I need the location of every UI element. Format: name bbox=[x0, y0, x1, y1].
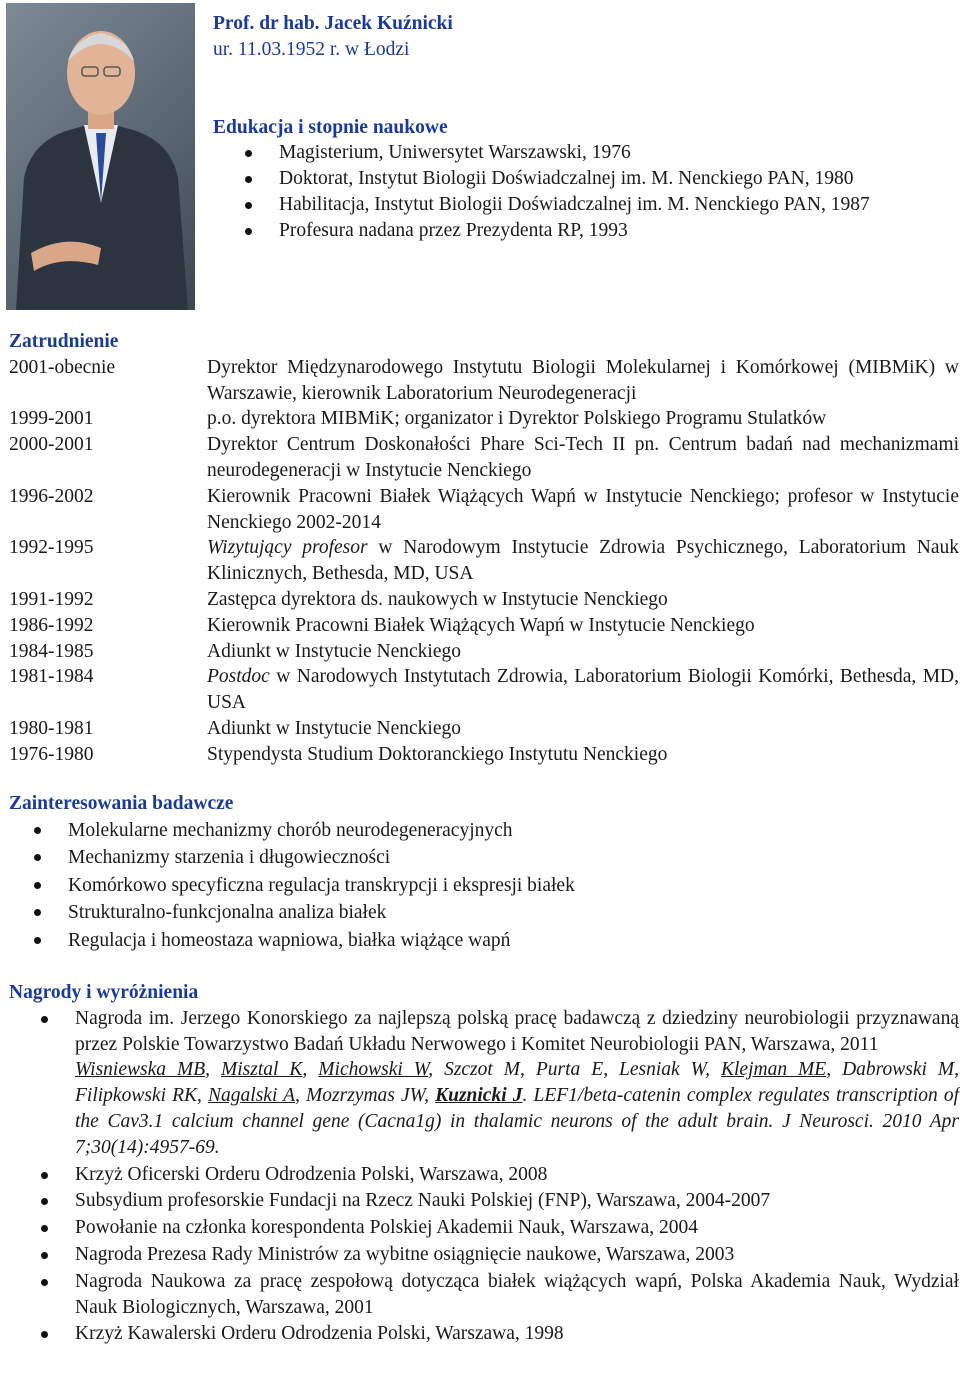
table-row: 2000-2001 Dyrektor Centrum Doskonałości Phare Sci-Tech II pn. Centrum badań nad mechanizmami neurodegeneracji w Instytucie Nenckiego bbox=[9, 434, 959, 481]
table-row: 2001-obecnie Dyrektor Międzynarodowego Instytutu Biologii Molekularnej i Komórkowej (MIBMiK) w Warszawie, kierownik Laboratorium Neurodegeneracji bbox=[9, 356, 959, 404]
publication-citation: Wisniewska MB, Misztal K, Michowski W, Szczot M, Purta E, Lesniak W, Klejman ME, Dabrowski M, Filipkowski RK, Nagalski A, Mozrzymas JW, Kuznicki J. LEF1/beta-catenin complex regulates transcription of the Cav3.1 calcium channel gene (Cacna1g) in thalamic neurons of the adult brain. J Neurosci. 2010 Apr 7;30(14):4957-69. bbox=[75, 1059, 960, 1158]
table-row: 1992-1995 Wizytujący profesor w Narodowym Instytucie Zdrowia Psychicznego, Laboratorium Nauk Klinicznych, Bethesda, MD, USA bbox=[9, 537, 959, 585]
awards-heading: Nagrody i wyróżnienia bbox=[9, 982, 199, 1003]
list-item: Nagroda Naukowa za pracę zespołową dotycząca białek wiążących wapń, Polska Akademia Nauk, Wydział Nauk Biologicznych, Warszawa, 2001 bbox=[9, 1269, 959, 1321]
list-item: Profesura nadana przez Prezydenta RP, 1993 bbox=[0, 218, 953, 244]
header-block bbox=[213, 11, 953, 244]
person-name: Prof. dr hab. Jacek Kuźnicki bbox=[213, 13, 453, 34]
list-item: Strukturalno-funkcjonalna analiza białek bbox=[9, 899, 959, 927]
awards-list bbox=[9, 1006, 959, 1347]
list-item: Molekularne mechanizmy chorób neurodegeneracyjnych bbox=[9, 817, 959, 845]
table-row: 1981-1984 Postdoc w Narodowych Instytutach Zdrowia, Laboratorium Biologii Komórki, Bethesda, MD, USA bbox=[9, 666, 959, 714]
education-list bbox=[0, 140, 953, 243]
table-row: 1999-2001 p.o. dyrektora MIBMiK; organizator i Dyrektor Polskiego Programu Stulatków bbox=[9, 408, 827, 430]
list-item: Komórkowo specyficzna regulacja transkrypcji i ekspresji białek bbox=[9, 872, 959, 900]
research-section bbox=[9, 791, 959, 954]
list-item: Nagroda im. Jerzego Konorskiego za najlepszą polską pracę badawczą z dziedziny neurobiologii przyznawaną przez Polskie Towarzystwo Badań Układu Nerwowego i Komitet Neurobiologii PAN, Warszawa, 2011 Wisniewska MB, Misztal K, Michowski W, Szczot M, Purta E, Lesniak W, Klejman ME, Dabrowski M, Filipkowski RK, Nagalski A, Mozrzymas JW, Kuznicki J. LEF1/beta-catenin complex regulates transcription of the Cav3.1 calcium channel gene (Cacna1g) in thalamic neurons of the adult brain. J Neurosci. 2010 Apr 7;30(14):4957-69. bbox=[9, 1006, 959, 1161]
table-row: 1996-2002 Kierownik Pracowni Białek Wiążących Wapń w Instytucie Nenckiego; profesor w Instytucie Nenckiego 2002-2014 bbox=[9, 485, 959, 533]
list-item: Doktorat, Instytut Biologii Doświadczalnej im. M. Nenckiego PAN, 1980 bbox=[0, 166, 953, 192]
list-item: Regulacja i homeostaza wapniowa, białka wiążące wapń bbox=[9, 927, 959, 955]
research-heading: Zainteresowania badawcze bbox=[9, 793, 234, 814]
table-row: 1976-1980 Stypendysta Studium Doktoranckiego Instytutu Nenckiego bbox=[9, 743, 668, 765]
birth-info: ur. 11.03.1952 r. w Łodzi bbox=[213, 38, 410, 60]
list-item: Nagroda Prezesa Rady Ministrów za wybitne osiągnięcie naukowe, Warszawa, 2003 bbox=[9, 1242, 959, 1268]
list-item: Powołanie na członka korespondenta Polskiej Akademii Nauk, Warszawa, 2004 bbox=[9, 1215, 959, 1241]
list-item: Mechanizmy starzenia i długowieczności bbox=[9, 844, 959, 872]
employment-section bbox=[9, 329, 959, 768]
list-item: Krzyż Oficerski Orderu Odrodzenia Polski, Warszawa, 2008 bbox=[9, 1162, 959, 1188]
list-item: Krzyż Kawalerski Orderu Odrodzenia Polski, Warszawa, 1998 bbox=[9, 1321, 959, 1347]
list-item: Subsydium profesorskie Fundacji na Rzecz Nauki Polskiej (FNP), Warszawa, 2004-2007 bbox=[9, 1188, 959, 1214]
education-heading: Edukacja i stopnie naukowe bbox=[213, 116, 448, 138]
table-row: 1980-1981 Adiunkt w Instytucie Nenckiego bbox=[9, 717, 461, 739]
table-row: 1984-1985 Adiunkt w Instytucie Nenckiego bbox=[9, 640, 461, 662]
employment-heading: Zatrudnienie bbox=[9, 331, 119, 352]
research-list bbox=[9, 817, 959, 955]
awards-section bbox=[9, 980, 959, 1347]
table-row: 1991-1992 Zastępca dyrektora ds. naukowych w Instytucie Nenckiego bbox=[9, 588, 668, 610]
list-item: Habilitacja, Instytut Biologii Doświadczalnej im. M. Nenckiego PAN, 1987 bbox=[0, 192, 953, 218]
list-item: Magisterium, Uniwersytet Warszawski, 1976 bbox=[0, 140, 953, 166]
table-row: 1986-1992 Kierownik Pracowni Białek Wiążących Wapń w Instytucie Nenckiego bbox=[9, 614, 755, 636]
